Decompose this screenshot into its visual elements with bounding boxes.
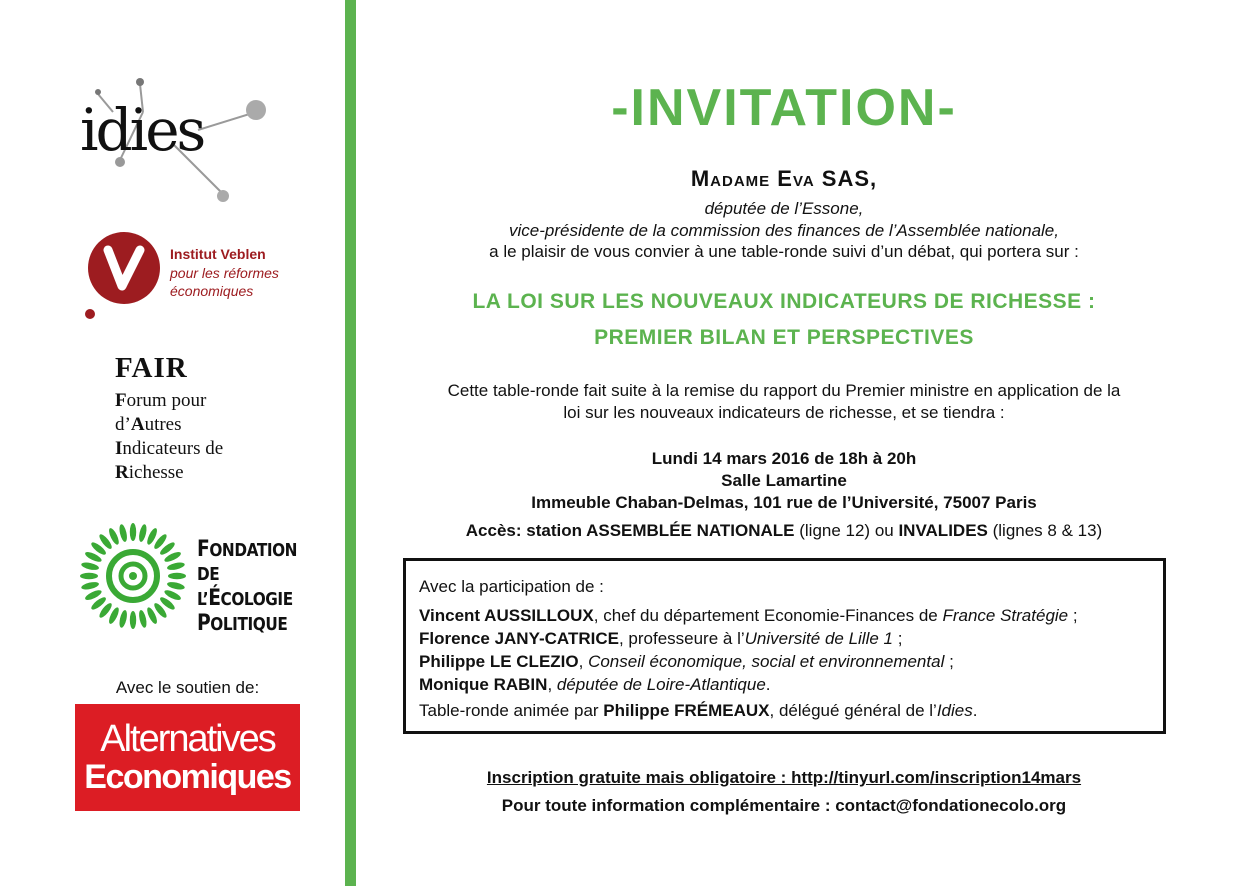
fair-logo	[115, 352, 223, 485]
intro-text	[380, 380, 1188, 424]
idies-logo	[78, 72, 278, 207]
host-role-2: vice-présidente de la commission des finances de l’Assemblée nationale,	[509, 221, 1059, 240]
fep-line-2: DE L’ÉCOLOGIE	[197, 564, 293, 611]
participant-2: Florence JANY-CATRICE, professeure à l’Université de Lille 1 ;	[419, 629, 903, 648]
event-details	[380, 448, 1188, 514]
invitation-content	[380, 0, 1188, 886]
fep-petal	[166, 561, 185, 571]
alternatives-economiques-logo	[75, 704, 300, 811]
fair-line-2: d’Autres	[115, 414, 182, 435]
participant-3: Philippe LE CLEZIO, Conseil économique, social et environnemental ;	[419, 652, 954, 671]
intro-line-2: loi sur les nouveaux indicateurs de richesse, et se tiendra :	[563, 403, 1005, 422]
moderator-line: Table-ronde animée par Philippe FRÉMEAUX, délégué général de l’Idies.	[419, 701, 978, 720]
support-label: Avec le soutien de:	[115, 678, 260, 697]
contact-info: Pour toute information complémentaire : contact@fondationecolo.org	[501, 796, 1067, 815]
fep-logo	[73, 516, 313, 636]
event-room: Salle Lamartine	[721, 471, 847, 490]
topic-line-2: PREMIER BILAN ET PERSPECTIVES	[594, 326, 974, 349]
host-role-1: députée de l’Essone,	[704, 199, 864, 218]
fep-petal	[130, 611, 136, 629]
fep-petal	[138, 524, 148, 543]
idies-wordmark: idies	[80, 96, 204, 164]
event-address: Immeuble Chaban-Delmas, 101 rue de l’Université, 75007 Paris	[531, 493, 1037, 512]
event-date: Lundi 14 mars 2016 de 18h à 20h	[651, 449, 917, 468]
fep-line-3: POLITIQUE	[197, 611, 288, 636]
fep-wordmark	[197, 538, 297, 637]
topic-line-1: LA LOI SUR LES NOUVEAUX INDICATEURS DE RICHESSE :	[472, 290, 1096, 313]
fair-line-3: Indicateurs de	[115, 438, 224, 459]
ae-line-2: Economiques	[84, 758, 291, 796]
veblen-sub-line2: économiques	[170, 283, 254, 299]
participation-heading: Avec la participation de :	[419, 577, 604, 596]
veblen-sub-line1: pour les réformes	[170, 265, 279, 281]
fair-line-1: Forum pour	[115, 390, 207, 411]
veblen-v-icon	[82, 230, 162, 322]
fair-title: FAIR	[115, 352, 188, 384]
invitation-title: -INVITATION-	[611, 79, 957, 137]
host-invite-text: a le plaisir de vous convier à une table-ronde suivi d’un débat, qui portera sur :	[489, 242, 1079, 261]
host-role	[380, 198, 1188, 242]
participants-panel	[403, 558, 1166, 734]
fep-petal	[118, 609, 128, 628]
fep-petal	[168, 573, 186, 579]
fep-petal	[81, 561, 100, 571]
veblen-name: Institut Veblen	[170, 246, 266, 262]
fep-petal	[81, 581, 100, 591]
green-divider	[345, 0, 356, 886]
fep-line-1: FONDATION	[197, 537, 298, 562]
sidebar-logos	[0, 0, 345, 886]
host-name: Madame Eva SAS,	[690, 166, 878, 191]
fep-petal	[80, 573, 98, 579]
registration-link[interactable]: Inscription gratuite mais obligatoire : http://tinyurl.com/inscription14mars	[486, 768, 1082, 787]
participant-4: Monique RABIN, députée de Loire-Atlantique.	[419, 675, 771, 694]
fair-line-4: Richesse	[115, 462, 184, 483]
participant-1: Vincent AUSSILLOUX, chef du département Economie-Finances de France Stratégie ;	[419, 606, 1078, 625]
fep-petal	[118, 524, 128, 543]
access-info: Accès: station ASSEMBLÉE NATIONALE (ligne 12) ou INVALIDES (lignes 8 & 13)	[465, 521, 1103, 540]
fep-petal	[166, 581, 185, 591]
fep-petal	[130, 523, 136, 541]
fep-petal	[138, 609, 148, 628]
veblen-subtitle	[170, 264, 310, 300]
ae-line-1: Alternatives	[100, 718, 275, 760]
idies-network-graphic	[78, 72, 278, 207]
fep-flower-icon	[73, 516, 193, 636]
veblen-logo	[82, 230, 312, 325]
intro-line-1: Cette table-ronde fait suite à la remise du rapport du Premier ministre en application de la	[447, 381, 1121, 400]
